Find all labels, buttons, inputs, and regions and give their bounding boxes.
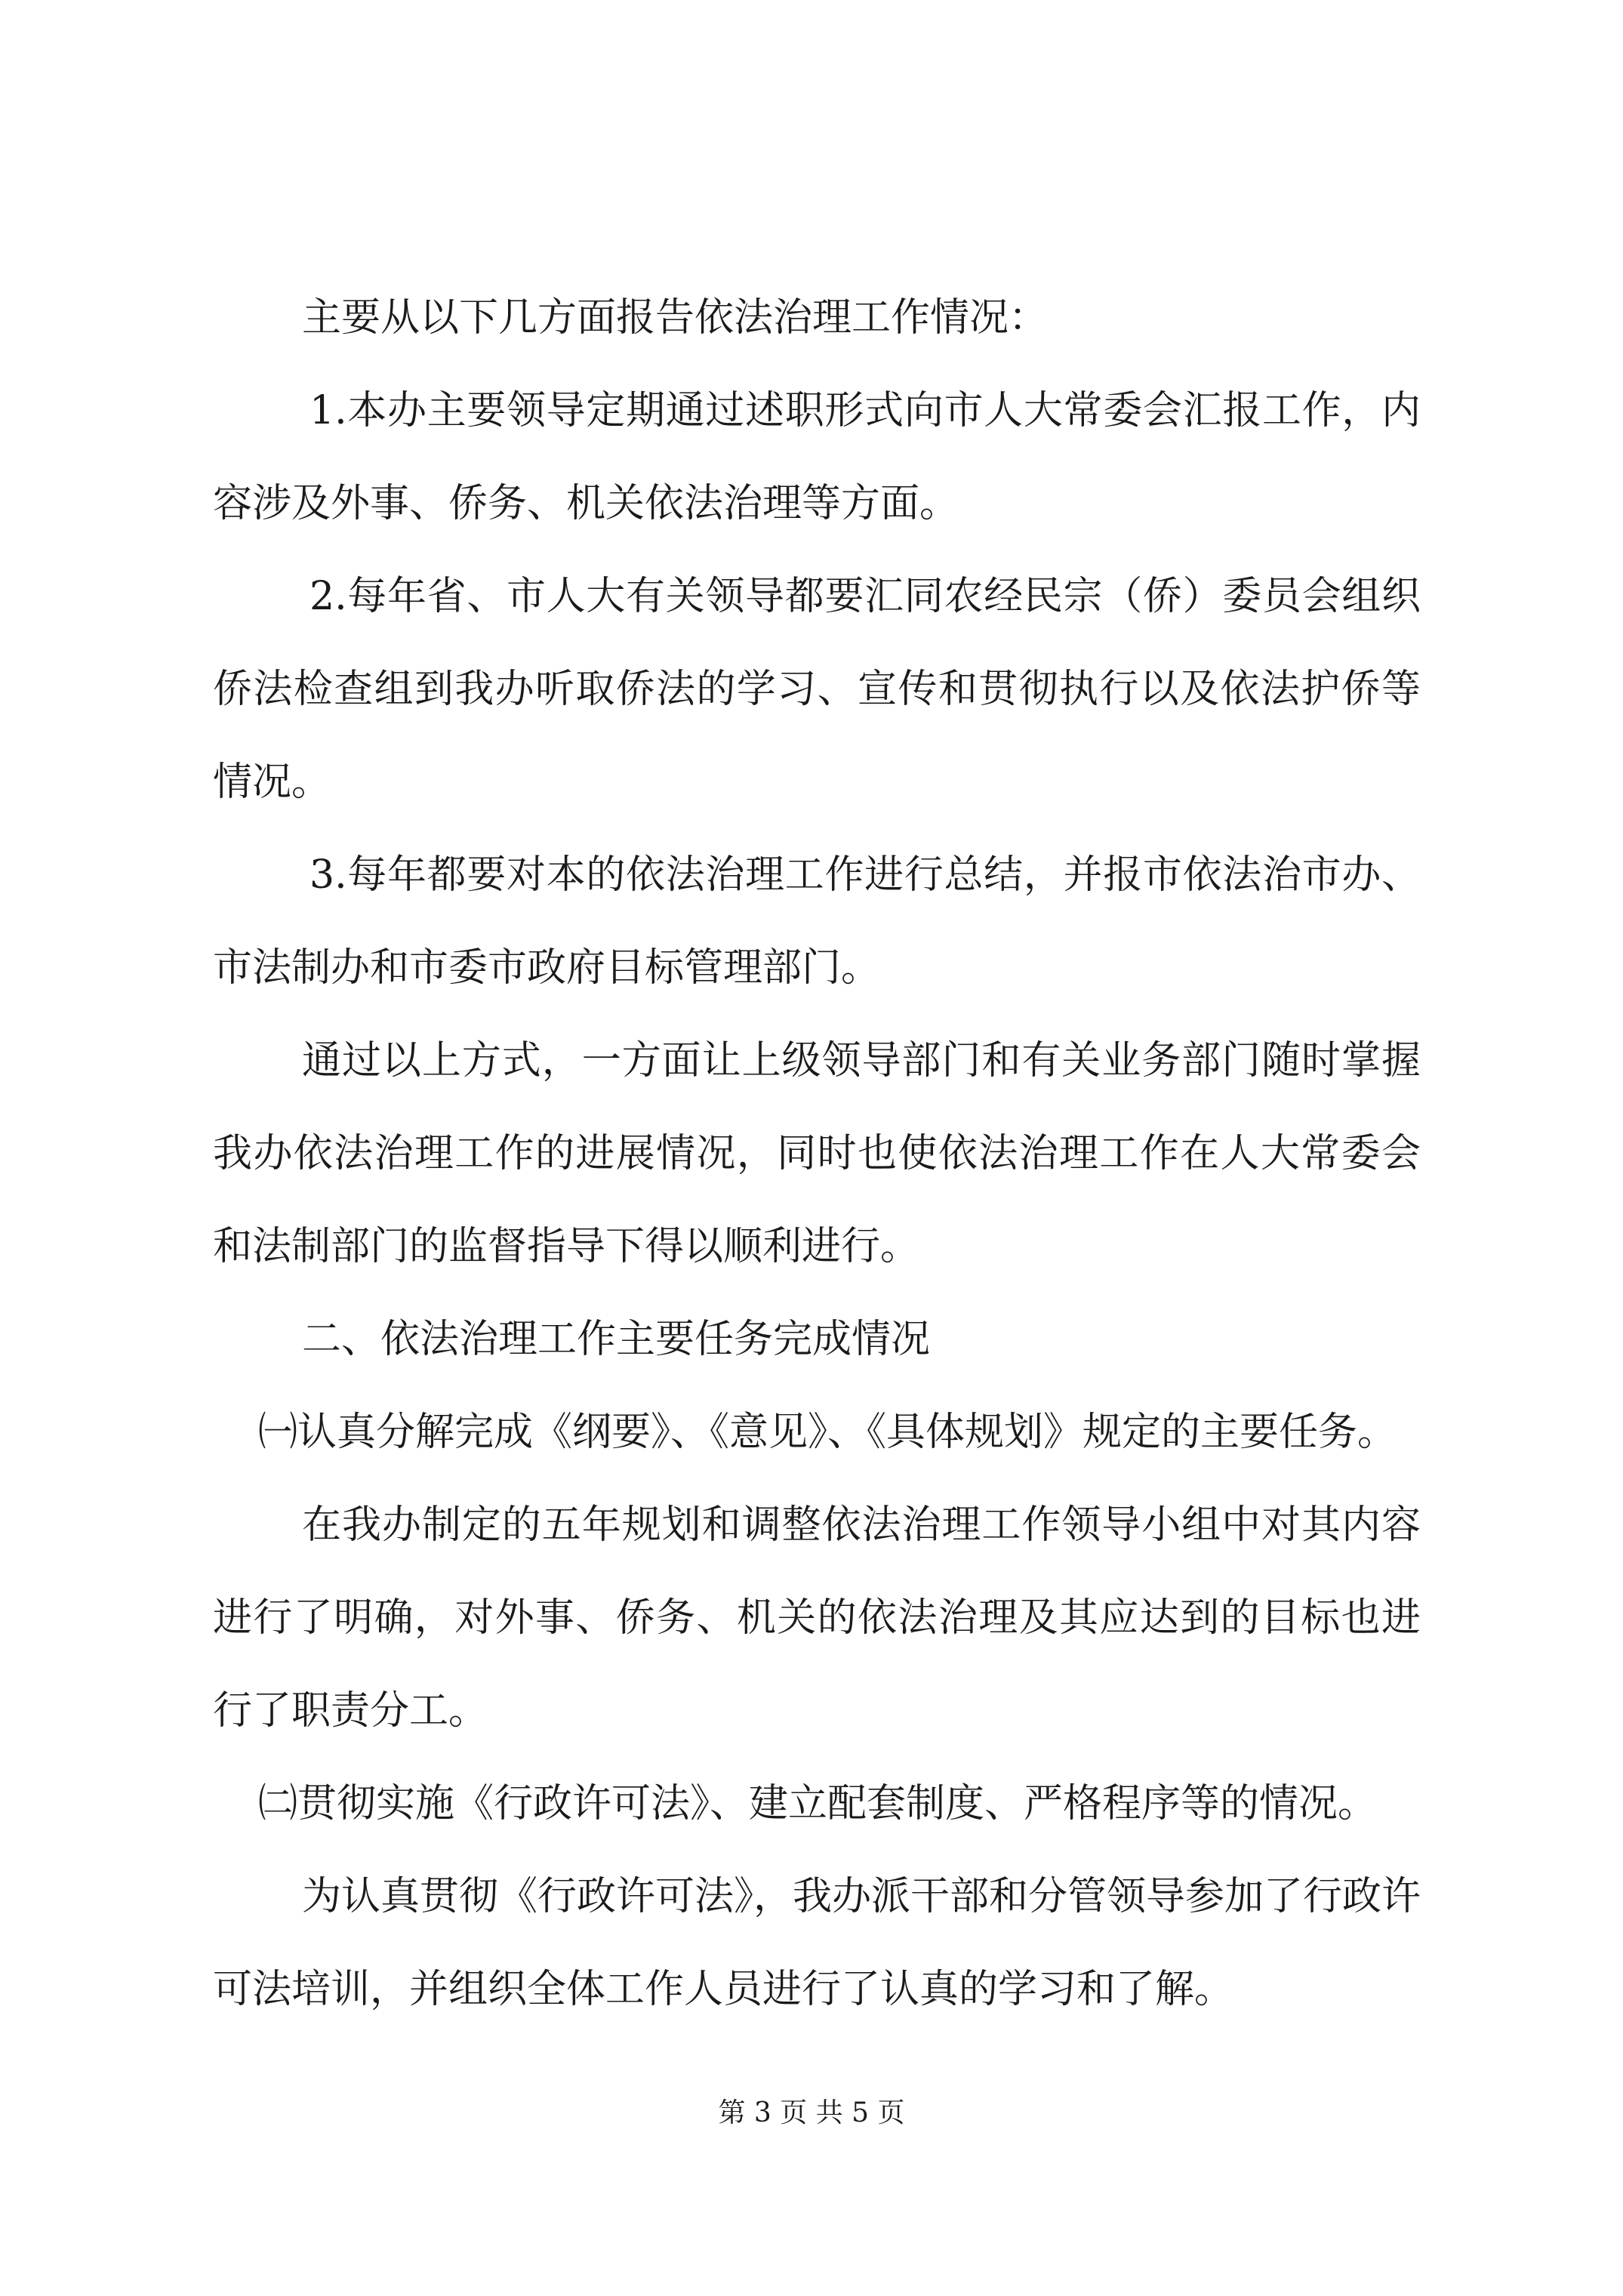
- subsection-heading-1: ㈠认真分解完成《纲要》、《意见》、《具体规划》规定的主要任务。: [258, 1410, 1397, 1455]
- section-heading-2: 二、依法治理工作主要任务完成情况: [302, 1317, 931, 1362]
- paragraph-subsection-1-body: 在我办制定的五年规划和调整依法治理工作领导小组中对其内容进行了明确，对外事、侨务、机关的依法治理及其应达到的目标也进行了职责分工。: [213, 1502, 1421, 1734]
- paragraph-subsection-2-body: 为认真贯彻《行政许可法》，我办派干部和分管领导参加了行政许可法培训，并组织全体工作人员进行了认真的学习和了解。: [213, 1874, 1421, 2012]
- paragraph-item-2: 2.每年省、市人大有关领导都要汇同农经民宗（侨）委员会组织侨法检查组到我办听取侨法的学习、宣传和贯彻执行以及依法护侨等情况。: [213, 574, 1421, 805]
- page-footer: 第 3 页 共 5 页: [718, 2097, 905, 2128]
- paragraph-item-3: 3.每年都要对本的依法治理工作进行总结，并报市依法治市办、市法制办和市委市政府目标管理部门。: [213, 852, 1421, 991]
- paragraph-summary: 通过以上方式，一方面让上级领导部门和有关业务部门随时掌握我办依法治理工作的进展情况，同时也使依法治理工作在人大常委会和法制部门的监督指导下得以顺利进行。: [213, 1038, 1421, 1269]
- subsection-heading-2: ㈡贯彻实施《行政许可法》、建立配套制度、严格程序等的情况。: [258, 1781, 1378, 1826]
- paragraph-item-1: 1.本办主要领导定期通过述职形式向市人大常委会汇报工作，内容涉及外事、侨务、机关依法治理等方面。: [213, 388, 1421, 526]
- paragraph-intro: 主要从以下几方面报告依法治理工作情况：: [302, 295, 1049, 341]
- document-body: [213, 272, 1421, 2036]
